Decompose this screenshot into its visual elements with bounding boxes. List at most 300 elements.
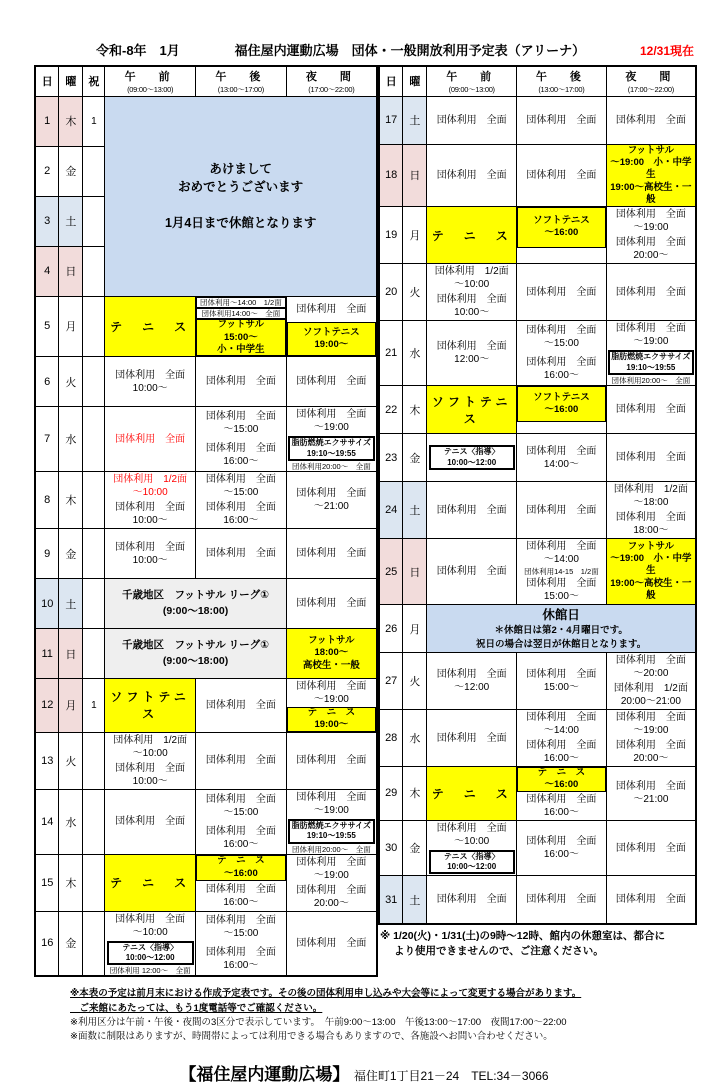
row-day-8 bbox=[35, 472, 377, 529]
boxed-program: 脂肪燃焼エクササイズ 19:10～19:55 bbox=[288, 819, 375, 844]
schedule-cell bbox=[196, 679, 287, 733]
day-number-cell: 17 bbox=[379, 96, 403, 144]
row-day-6 bbox=[35, 357, 377, 407]
schedule-cell bbox=[105, 854, 196, 911]
highlighted-event: フットサル ～19:00 小・中学生 19:00～高校生・一般 bbox=[607, 145, 695, 207]
row-day-10 bbox=[35, 579, 377, 629]
usage-entry: 団体利用 全面 16:00～ bbox=[526, 740, 597, 764]
day-number-cell: 20 bbox=[379, 264, 403, 321]
schedule-cell bbox=[286, 407, 377, 472]
usage-entry: 団体利用 全面 20:00～ bbox=[296, 884, 367, 909]
boxed-program: 脂肪燃焼エクササイズ 19:10～19:55 bbox=[608, 350, 694, 375]
day-number-cell: 18 bbox=[379, 144, 403, 207]
schedule-cell bbox=[606, 207, 696, 264]
row-day-27 bbox=[379, 653, 696, 710]
schedule-cell bbox=[427, 482, 517, 539]
usage-entry: 団体利用 全面 ～15:00 bbox=[205, 915, 276, 940]
closure-notice-text: 休館日 bbox=[542, 607, 580, 622]
schedule-cell bbox=[196, 911, 287, 976]
day-number-cell: 23 bbox=[379, 434, 403, 482]
title-bar bbox=[34, 40, 694, 59]
holiday-flag-cell: 1 bbox=[83, 679, 105, 733]
day-number-cell: 1 bbox=[35, 96, 59, 146]
row-day-23 bbox=[379, 434, 696, 482]
weekday-cell: 土 bbox=[403, 96, 427, 144]
row-day-29 bbox=[379, 767, 696, 821]
usage-entry: 団体利用 全面 ～20:00 bbox=[615, 655, 686, 679]
usage-entry: 団体利用 全面 bbox=[526, 894, 597, 906]
highlighted-event: フットサル ～19:00 小・中学生 19:00～高校生・一般 bbox=[607, 539, 695, 604]
usage-entry: 団体利用 全面 bbox=[296, 376, 367, 388]
day-number-cell: 16 bbox=[35, 911, 59, 976]
day-number-cell: 24 bbox=[379, 482, 403, 539]
schedule-cell bbox=[606, 482, 696, 539]
schedule-cell bbox=[286, 357, 377, 407]
weekday-cell: 金 bbox=[59, 529, 83, 579]
usage-entry: 団体利用 全面 ～21:00 bbox=[296, 488, 367, 513]
boxed-program: 脂肪燃焼エクササイズ 19:10～19:55 bbox=[288, 436, 375, 461]
footnotes bbox=[34, 987, 694, 1044]
schedule-cell bbox=[286, 296, 377, 357]
row-day-24 bbox=[379, 482, 696, 539]
usage-entry: 団体利用 全面 bbox=[436, 504, 507, 516]
schedule-cell bbox=[286, 529, 377, 579]
highlighted-event: ソフトテニス bbox=[427, 386, 516, 433]
usage-entry: 団体利用 全面 bbox=[526, 169, 597, 181]
holiday-flag-cell bbox=[83, 529, 105, 579]
row-day-19 bbox=[379, 207, 696, 264]
day-number-cell: 25 bbox=[379, 539, 403, 605]
weekday-cell: 土 bbox=[403, 482, 427, 539]
row-day-22 bbox=[379, 386, 696, 434]
schedule-cell bbox=[105, 472, 196, 529]
day-number-cell: 15 bbox=[35, 854, 59, 911]
holiday-flag-cell bbox=[83, 246, 105, 296]
usage-entry: 団体利用 全面 20:00～ bbox=[615, 740, 686, 764]
highlighted-event: テ ニ ス bbox=[427, 207, 516, 263]
footnote-4: ※面数に制限はありますが、時間帯によっては利用できる場合もありますので、各施設へお問い合わせください。 bbox=[70, 1031, 553, 1043]
usage-entry bbox=[517, 248, 606, 264]
row-day-21 bbox=[379, 321, 696, 386]
weekday-cell: 月 bbox=[59, 296, 83, 357]
schedule-cell bbox=[427, 539, 517, 605]
usage-entry: 団体利用 全面 bbox=[296, 937, 367, 949]
weekday-cell: 木 bbox=[59, 472, 83, 529]
usage-entry: 団体利用 全面 bbox=[296, 755, 367, 767]
weekday-cell: 水 bbox=[59, 789, 83, 854]
right-column bbox=[378, 65, 697, 959]
schedule-cell bbox=[606, 264, 696, 321]
schedule-cell bbox=[606, 710, 696, 767]
header-row bbox=[35, 66, 377, 96]
rest-room-notice bbox=[378, 929, 697, 959]
usage-entry: 団体利用 全面 bbox=[436, 169, 507, 181]
evening-column-header: 夜 間 (17:00～22:00) bbox=[286, 66, 377, 96]
usage-entry: 団体利用 全面 bbox=[526, 286, 597, 298]
highlighted-event: テ ニ ス ～16:00 bbox=[196, 855, 286, 881]
row-day-20 bbox=[379, 264, 696, 321]
boxed-program: テニス〈指導〉 10:00～12:00 bbox=[429, 850, 515, 875]
schedule-cell bbox=[606, 96, 696, 144]
alert-usage: 団体利用 1/2面 ～10:00 bbox=[113, 474, 188, 499]
schedule-cell bbox=[196, 529, 287, 579]
schedule-cell bbox=[427, 820, 517, 876]
usage-entry: 団体利用 全面 ～19:00 bbox=[615, 323, 686, 348]
highlighted-event: ソフトテニス ～16:00 bbox=[517, 386, 606, 422]
schedule-cell bbox=[427, 710, 517, 767]
highlighted-event: ソフトテニス bbox=[105, 679, 195, 732]
usage-entry: 団体利用 全面 16:00～ bbox=[205, 502, 276, 527]
holiday-flag-cell bbox=[83, 407, 105, 472]
weekday-cell: 水 bbox=[59, 407, 83, 472]
schedule-cell bbox=[427, 434, 517, 482]
schedule-cell bbox=[196, 296, 287, 357]
usage-entry: 団体利用 全面 bbox=[436, 732, 507, 744]
schedule-cell bbox=[517, 144, 607, 207]
rest-room-notice-line1: ※ 1/20(火)・1/31(土)の9時～12時、館内の休憩室は、都合に bbox=[379, 929, 665, 942]
usage-entry: 団体利用 全面 ～15:00 bbox=[526, 325, 597, 350]
holiday-flag-cell: 1 bbox=[83, 96, 105, 146]
highlighted-event: フットサル 18:00～ 高校生・一般 bbox=[287, 629, 376, 678]
boxed-program: テニス〈指導〉 10:00～12:00 bbox=[429, 445, 515, 470]
as-of-date: 12/31現在 bbox=[639, 44, 694, 58]
usage-entry: 団体利用 全面 16:00～ bbox=[205, 825, 276, 850]
schedule-cell bbox=[196, 789, 287, 854]
usage-entry: 団体利用 全面 20:00～ bbox=[615, 237, 686, 262]
day-number-cell: 14 bbox=[35, 789, 59, 854]
schedule-cell bbox=[105, 732, 196, 789]
weekday-column-header: 曜 bbox=[403, 66, 427, 96]
usage-entry: 団体利用 全面 bbox=[615, 452, 686, 463]
usage-entry: 団体利用 1/2面 ～10:00 bbox=[113, 734, 188, 759]
day-number-cell: 12 bbox=[35, 679, 59, 733]
usage-entry: 団体利用 全面 ～10:00 bbox=[115, 913, 186, 938]
schedule-cell bbox=[427, 386, 517, 434]
holiday-flag-cell bbox=[83, 789, 105, 854]
schedule-cell bbox=[606, 820, 696, 876]
schedule-cell bbox=[517, 710, 607, 767]
usage-entry: 団体利用 全面 10:00～ bbox=[115, 762, 186, 787]
highlighted-event: フットサル 15:00～ 小・中学生 bbox=[196, 319, 286, 356]
schedule-cell bbox=[105, 357, 196, 407]
footnote-1: ※本表の予定は前月末における作成予定表です。その後の団体利用申し込みや大会等によって変更する場合があります。 bbox=[70, 988, 582, 1000]
usage-entry: 団体利用 全面 18:00～ bbox=[615, 512, 686, 536]
schedule-cell bbox=[105, 911, 196, 976]
weekday-cell: 金 bbox=[59, 146, 83, 196]
weekday-cell: 水 bbox=[403, 710, 427, 767]
holiday-flag-cell bbox=[83, 854, 105, 911]
weekday-cell: 火 bbox=[59, 732, 83, 789]
schedule-cell bbox=[105, 629, 286, 679]
page-title: 福住屋内運動広場 団体・一般開放利用予定表（アリーナ） bbox=[234, 43, 586, 58]
usage-entry: 団体利用 全面 16:00～ bbox=[526, 836, 597, 861]
day-number-cell: 13 bbox=[35, 732, 59, 789]
usage-entry: 団体利用 全面 bbox=[205, 376, 276, 388]
usage-entry: 団体利用 全面 ～19:00 bbox=[296, 791, 367, 816]
schedule-cell bbox=[105, 789, 196, 854]
schedule-cell bbox=[286, 789, 377, 854]
usage-entry: 団体利用 全面 bbox=[115, 816, 186, 828]
table-header bbox=[35, 66, 377, 96]
schedule-cell bbox=[517, 386, 607, 434]
day-number-cell: 2 bbox=[35, 146, 59, 196]
day-number-cell: 9 bbox=[35, 529, 59, 579]
schedule-cell bbox=[105, 679, 196, 733]
schedule-cell bbox=[606, 144, 696, 207]
row-day-25 bbox=[379, 539, 696, 605]
footnote-3: ※利用区分は午前・午後・夜間の3区分で表示しています。 午前9:00～13:00 午後13:00～17:00 夜間17:00～22:00 bbox=[70, 1016, 567, 1028]
schedule-cell bbox=[196, 854, 287, 911]
usage-entry: 団体利用 全面 16:00～ bbox=[526, 357, 597, 382]
usage-entry: 団体利用 全面 ～19:00 bbox=[615, 712, 686, 736]
schedule-table-days-1-16 bbox=[34, 65, 378, 977]
schedule-cell bbox=[427, 876, 517, 924]
usage-entry: 団体利用 全面 bbox=[296, 303, 367, 315]
row-day-1 bbox=[35, 96, 377, 146]
schedule-cell bbox=[517, 539, 607, 605]
usage-entry: 団体利用 全面 12:00～ bbox=[436, 341, 507, 366]
row-day-15 bbox=[35, 854, 377, 911]
schedule-cell bbox=[105, 407, 196, 472]
weekday-cell: 木 bbox=[403, 386, 427, 434]
day-number-cell: 31 bbox=[379, 876, 403, 924]
usage-entry: 団体利用 全面 10:00～ bbox=[115, 541, 186, 566]
day-number-cell: 29 bbox=[379, 767, 403, 821]
usage-entry: 団体利用14-15 1/2面 bbox=[524, 567, 599, 576]
era-month-label: 令和-8年 1月 bbox=[96, 43, 180, 58]
weekday-cell: 日 bbox=[59, 246, 83, 296]
usage-entry: 団体利用 全面 bbox=[615, 894, 686, 906]
weekday-cell: 日 bbox=[403, 144, 427, 207]
usage-entry: 団体利用 全面 bbox=[615, 842, 686, 854]
weekday-cell: 土 bbox=[59, 579, 83, 629]
weekday-cell: 金 bbox=[403, 820, 427, 876]
usage-entry: 団体利用20:00～ 全面 bbox=[291, 462, 371, 472]
usage-entry: 団体利用 12:00～ 全面 bbox=[109, 966, 191, 976]
league-event-text: 千歳地区 フットサル リーグ① (9:00～18:00) bbox=[121, 638, 270, 667]
schedule-cell bbox=[286, 732, 377, 789]
schedule-cell bbox=[105, 579, 286, 629]
row-day-16 bbox=[35, 911, 377, 976]
weekday-cell: 月 bbox=[403, 605, 427, 653]
day-number-cell: 26 bbox=[379, 605, 403, 653]
schedule-cell bbox=[606, 767, 696, 821]
schedule-cell bbox=[105, 296, 196, 357]
usage-entry: 団体利用 全面 ～14:00 bbox=[526, 712, 597, 736]
alert-usage: 団体利用 全面 bbox=[115, 433, 186, 445]
schedule-cell bbox=[517, 96, 607, 144]
closure-notice-text: あけまして おめでとうございます 1月4日まで休館となります bbox=[164, 161, 317, 231]
usage-entry: 団体利用 全面 bbox=[436, 894, 507, 906]
schedule-cell bbox=[606, 321, 696, 386]
facility-address: 福住町1丁目21－24 TEL:34－3066 bbox=[353, 1069, 549, 1084]
schedule-cell bbox=[286, 911, 377, 976]
holiday-flag-cell bbox=[83, 357, 105, 407]
weekday-cell: 日 bbox=[403, 539, 427, 605]
schedule-cell bbox=[517, 434, 607, 482]
schedule-cell bbox=[196, 357, 287, 407]
usage-entry: 団体利用 全面 10:00～ bbox=[115, 502, 186, 527]
schedule-cell bbox=[517, 482, 607, 539]
day-number-cell: 21 bbox=[379, 321, 403, 386]
holiday-flag-cell bbox=[83, 146, 105, 196]
usage-entry: 団体利用 全面 bbox=[615, 286, 686, 298]
schedule-cell bbox=[427, 207, 517, 264]
usage-entry: 団体利用 全面 ～21:00 bbox=[615, 781, 686, 806]
schedule-cell bbox=[517, 207, 607, 264]
row-day-30 bbox=[379, 820, 696, 876]
day-number-cell: 8 bbox=[35, 472, 59, 529]
usage-entry: 団体利用 全面 bbox=[205, 755, 276, 767]
row-day-26 bbox=[379, 605, 696, 653]
footnote-2: ご来館にあたっては、もう1度電話等でご確認ください。 bbox=[70, 1002, 323, 1014]
usage-entry: 団体利用 全面 10:00～ bbox=[436, 294, 507, 319]
weekday-cell: 日 bbox=[59, 629, 83, 679]
usage-entry: 団体利用20:00～ 全面 bbox=[291, 844, 371, 854]
league-event-text: 千歳地区 フットサル リーグ① (9:00～18:00) bbox=[121, 588, 270, 617]
facility-footer bbox=[34, 1060, 694, 1085]
weekday-cell: 火 bbox=[59, 357, 83, 407]
row-day-18 bbox=[379, 144, 696, 207]
weekday-column-header: 曜 bbox=[59, 66, 83, 96]
schedule-cell bbox=[286, 854, 377, 911]
highlighted-event: テ ニ ス bbox=[105, 855, 195, 911]
usage-entry: 団体利用 全面 14:00～ bbox=[526, 445, 597, 470]
usage-entry: 団体利用 全面 bbox=[436, 566, 507, 577]
holiday-flag-cell bbox=[83, 296, 105, 357]
day-number-cell: 4 bbox=[35, 246, 59, 296]
usage-entry: 団体利用 全面 ～15:00 bbox=[205, 411, 276, 436]
usage-entry: 団体利用 1/2面 ～18:00 bbox=[613, 484, 688, 508]
usage-entry: 団体利用 全面 bbox=[526, 114, 597, 126]
weekday-cell: 水 bbox=[403, 321, 427, 386]
weekday-cell: 火 bbox=[403, 264, 427, 321]
usage-entry: 団体利用 全面 16:00～ bbox=[205, 947, 276, 972]
schedule-cell bbox=[606, 539, 696, 605]
afternoon-column-header: 午 後 (13:00～17:00) bbox=[517, 66, 607, 96]
usage-entry: 団体利用 全面 16:00～ bbox=[205, 443, 276, 468]
usage-entry: 団体利用 全面 16:00～ bbox=[526, 793, 597, 818]
usage-entry: 団体利用 全面 bbox=[205, 699, 276, 711]
highlighted-event: ソフトテニス 19:00～ bbox=[287, 322, 376, 357]
header-row bbox=[379, 66, 696, 96]
day-number-cell: 10 bbox=[35, 579, 59, 629]
usage-entry: 団体利用～14:00 1/2面 bbox=[196, 297, 286, 308]
schedule-table-days-17-31 bbox=[378, 65, 697, 925]
boxed-program: テニス〈指導〉 10:00～12:00 bbox=[107, 941, 194, 966]
day-number-cell: 11 bbox=[35, 629, 59, 679]
schedule-cell bbox=[606, 653, 696, 710]
usage-entry: 団体利用 全面 16:00～ bbox=[205, 883, 276, 908]
row-day-11 bbox=[35, 629, 377, 679]
facility-name: 【福住屋内運動広場】 bbox=[179, 1065, 350, 1085]
weekday-cell: 火 bbox=[403, 653, 427, 710]
weekday-cell: 金 bbox=[59, 911, 83, 976]
weekday-cell: 金 bbox=[403, 434, 427, 482]
usage-entry: 団体利用 全面 bbox=[296, 548, 367, 560]
schedule-cell bbox=[606, 386, 696, 434]
highlighted-event: テ ニ ス ～16:00 bbox=[517, 767, 606, 792]
schedule-cell bbox=[517, 876, 607, 924]
schedule-cell bbox=[196, 732, 287, 789]
highlighted-event: テ ニ ス bbox=[105, 297, 195, 357]
usage-entry: 団体利用 全面 15:00～ bbox=[526, 669, 597, 693]
day-column-header: 日 bbox=[379, 66, 403, 96]
schedule-cell bbox=[105, 529, 196, 579]
schedule-cell bbox=[517, 653, 607, 710]
day-number-cell: 3 bbox=[35, 196, 59, 246]
schedule-cell bbox=[517, 321, 607, 386]
usage-entry: 団体利用14:00～ 全面 bbox=[196, 308, 286, 319]
schedule-cell bbox=[427, 144, 517, 207]
schedule-cell bbox=[286, 472, 377, 529]
highlighted-event: テ ニ ス bbox=[427, 767, 516, 820]
usage-entry: 団体利用 全面 bbox=[205, 548, 276, 560]
day-number-cell: 7 bbox=[35, 407, 59, 472]
schedule-cell bbox=[286, 679, 377, 733]
table-header bbox=[379, 66, 696, 96]
usage-entry: 団体利用 全面 ～19:00 bbox=[296, 681, 367, 706]
day-number-cell: 6 bbox=[35, 357, 59, 407]
usage-entry: 団体利用 全面 ～14:00 bbox=[526, 541, 597, 565]
schedule-cell bbox=[427, 605, 696, 653]
schedule-cell bbox=[427, 653, 517, 710]
schedule-cell bbox=[105, 96, 377, 296]
usage-entry bbox=[517, 422, 606, 433]
weekday-cell: 月 bbox=[403, 207, 427, 264]
usage-entry: 団体利用 全面 15:00～ bbox=[526, 578, 597, 602]
holiday-flag-cell bbox=[83, 629, 105, 679]
schedule-tables bbox=[34, 65, 697, 977]
usage-entry: 団体利用 全面 ～15:00 bbox=[205, 474, 276, 499]
schedule-cell bbox=[517, 820, 607, 876]
weekday-cell: 土 bbox=[403, 876, 427, 924]
holiday-flag-cell bbox=[83, 472, 105, 529]
usage-entry: 団体利用 全面 ～12:00 bbox=[436, 669, 507, 693]
highlighted-event: テ ニ ス 19:00～ bbox=[287, 707, 376, 732]
afternoon-column-header: 午 後 (13:00～17:00) bbox=[196, 66, 287, 96]
row-day-12 bbox=[35, 679, 377, 733]
weekday-cell: 月 bbox=[59, 679, 83, 733]
weekday-cell: 木 bbox=[59, 854, 83, 911]
schedule-cell bbox=[427, 96, 517, 144]
row-day-14 bbox=[35, 789, 377, 854]
day-number-cell: 22 bbox=[379, 386, 403, 434]
usage-entry: 団体利用 全面 bbox=[436, 114, 507, 126]
closure-notice-text: ＊休館日は第2・4月曜日です。 祝日の場合は翌日が休館日となります。 bbox=[476, 624, 647, 650]
schedule-cell bbox=[606, 876, 696, 924]
row-day-17 bbox=[379, 96, 696, 144]
weekday-cell: 土 bbox=[59, 196, 83, 246]
evening-column-header: 夜 間 (17:00～22:00) bbox=[606, 66, 696, 96]
day-number-cell: 5 bbox=[35, 296, 59, 357]
schedule-cell bbox=[196, 407, 287, 472]
usage-entry: 団体利用 全面 ～19:00 bbox=[296, 409, 367, 434]
schedule-cell bbox=[517, 767, 607, 821]
row-day-7 bbox=[35, 407, 377, 472]
schedule-cell bbox=[427, 264, 517, 321]
usage-entry: 団体利用 全面 bbox=[615, 404, 686, 415]
highlighted-event: ソフトテニス ～16:00 bbox=[517, 207, 606, 247]
usage-entry: 団体利用 全面 ～15:00 bbox=[205, 793, 276, 818]
schedule-cell bbox=[196, 472, 287, 529]
row-day-9 bbox=[35, 529, 377, 579]
usage-entry: 団体利用 全面 ～19:00 bbox=[615, 209, 686, 234]
usage-entry: 団体利用 1/2面 ～10:00 bbox=[434, 266, 509, 291]
holiday-column-header: 祝 bbox=[83, 66, 105, 96]
rest-room-notice-line2: より使用できませんので、ご注意ください。 bbox=[393, 945, 604, 958]
weekday-cell: 木 bbox=[403, 767, 427, 821]
